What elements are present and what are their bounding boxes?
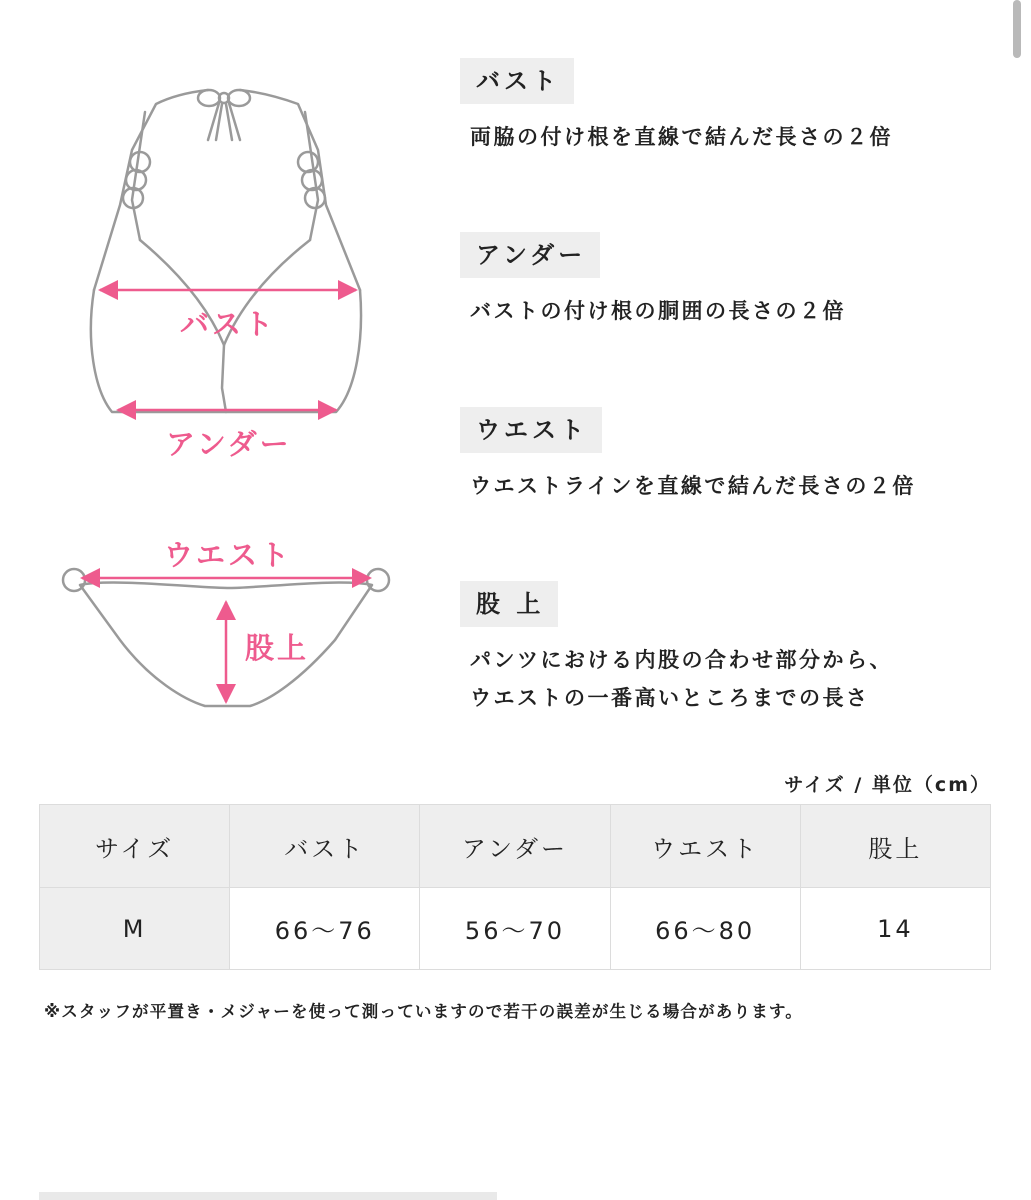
unit-note: サイズ / 単位（cm）	[784, 774, 991, 796]
cell-under: 56〜70	[420, 888, 610, 970]
definition-text	[470, 292, 846, 330]
cell-bust: 66〜76	[230, 888, 420, 970]
header-under: アンダー	[420, 805, 610, 888]
measurement-diagram	[0, 0, 440, 740]
right-strap	[240, 90, 360, 290]
cell-size: M	[40, 888, 230, 970]
definition-label: バスト	[460, 58, 574, 104]
definition-label: 股 上	[460, 581, 558, 627]
definition-waist	[460, 407, 916, 505]
definition-line: ウエストラインを直線で結んだ長さの２倍	[470, 474, 916, 498]
definition-text	[470, 118, 893, 156]
scrollbar[interactable]	[1013, 0, 1021, 58]
header-rise: 股上	[800, 805, 990, 888]
waist-label: ウエスト	[164, 538, 293, 572]
footnote: ※スタッフが平置き・メジャーを使って測っていますので若干の誤差が生じる場合があります。	[44, 1002, 803, 1021]
definition-line: ウエストの一番高いところまでの長さ	[470, 686, 870, 710]
cell-waist: 66〜80	[610, 888, 800, 970]
under-label: アンダー	[166, 427, 292, 461]
left-strap	[94, 90, 208, 290]
definition-bust	[460, 58, 893, 156]
header-waist: ウエスト	[610, 805, 800, 888]
definition-line: パンツにおける内股の合わせ部分から、	[470, 648, 893, 672]
definition-rise	[460, 581, 893, 717]
definition-text	[470, 467, 916, 505]
bust-label: バスト	[180, 307, 277, 341]
next-section-edge	[39, 1192, 497, 1200]
definition-label: アンダー	[460, 232, 600, 278]
definition-text	[470, 641, 893, 717]
header-size: サイズ	[40, 805, 230, 888]
definition-line: バストの付け根の胴囲の長さの２倍	[470, 299, 846, 323]
table-header-row	[40, 805, 991, 888]
header-bust: バスト	[230, 805, 420, 888]
definition-under	[460, 232, 846, 330]
definition-label: ウエスト	[460, 407, 602, 453]
rise-label: 股上	[245, 631, 310, 665]
size-table	[39, 804, 991, 970]
definition-line: 両脇の付け根を直線で結んだ長さの２倍	[470, 125, 893, 149]
table-row	[40, 888, 991, 970]
garment-illustration	[0, 0, 440, 740]
cell-rise: 14	[800, 888, 990, 970]
